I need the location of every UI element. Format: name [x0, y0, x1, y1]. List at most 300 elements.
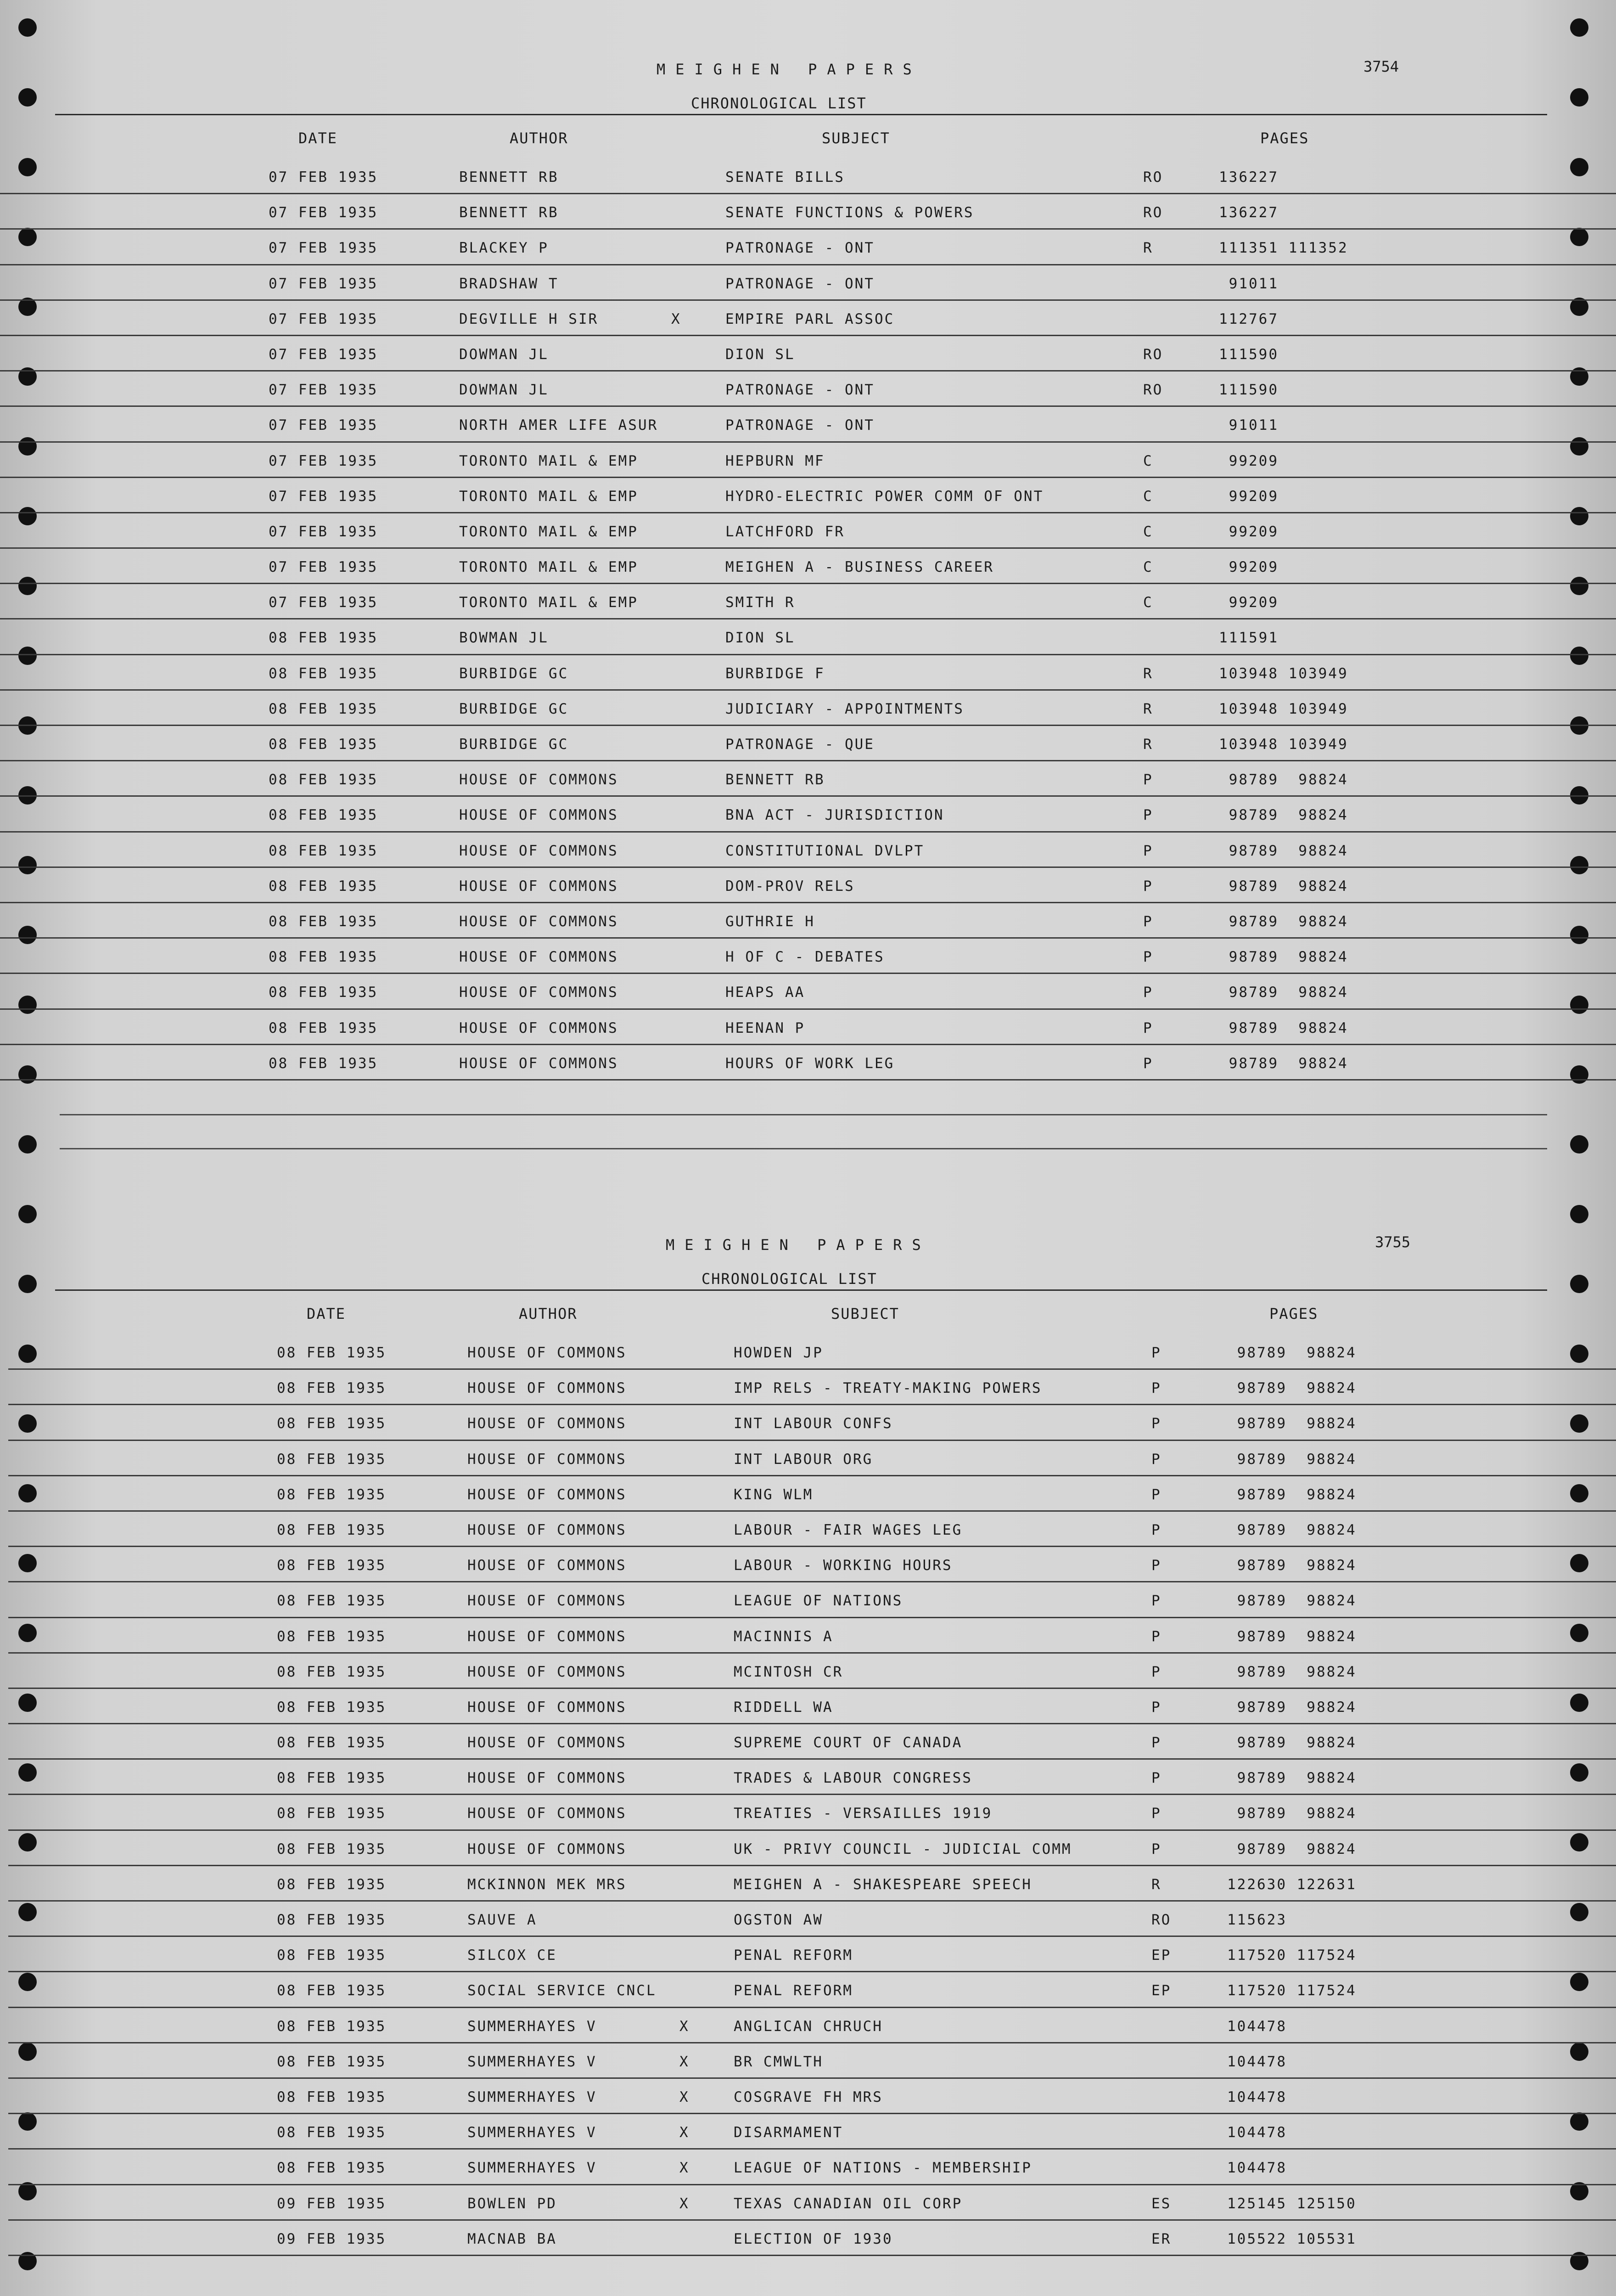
entry-date: 07 FEB 1935 [269, 488, 378, 505]
entry-author: HOUSE OF COMMONS [467, 1593, 627, 1609]
entry-author: HOUSE OF COMMONS [459, 1055, 618, 1072]
entry-pages: 98789 98824 [1227, 1380, 1357, 1397]
feed-hole [1570, 88, 1588, 107]
entry-subject: IMP RELS - TREATY-MAKING POWERS [734, 1380, 1042, 1397]
entry-author: HOUSE OF COMMONS [467, 1699, 627, 1716]
entry-date: 08 FEB 1935 [277, 1451, 387, 1468]
entry-subject: OGSTON AW [734, 1912, 823, 1928]
entry-date: 07 FEB 1935 [269, 559, 378, 576]
entry-subject: PATRONAGE - ONT [725, 382, 875, 399]
column-header-pages: PAGES [1269, 1305, 1319, 1322]
list-row [8, 2150, 1616, 2185]
entry-date: 08 FEB 1935 [277, 1734, 387, 1751]
entry-author: HOUSE OF COMMONS [467, 1770, 627, 1787]
entry-date: 07 FEB 1935 [269, 240, 378, 257]
entry-date: 08 FEB 1935 [269, 700, 378, 717]
entry-pages: 104478 [1227, 2124, 1287, 2141]
entry-subject: HYDRO-ELECTRIC POWER COMM OF ONT [725, 488, 1044, 505]
entry-subject: SENATE FUNCTIONS & POWERS [725, 204, 974, 221]
entry-date: 08 FEB 1935 [269, 1055, 378, 1072]
entry-pages: 99209 [1219, 559, 1279, 576]
entry-flag: X [679, 2053, 690, 2070]
entry-pages: 99209 [1219, 523, 1279, 540]
entry-author: HOUSE OF COMMONS [459, 1019, 618, 1036]
entry-flag: X [679, 2018, 690, 2035]
entry-pages: 111591 [1219, 630, 1279, 647]
entry-date: 08 FEB 1935 [277, 1663, 387, 1680]
list-row [8, 1795, 1616, 1830]
entry-author: HOUSE OF COMMONS [459, 807, 618, 824]
list-row [0, 336, 1616, 371]
entry-flag: X [671, 310, 681, 327]
entry-author: SOCIAL SERVICE CNCL [467, 1982, 656, 1999]
entry-date: 07 FEB 1935 [269, 169, 378, 186]
entry-author: BURBIDGE GC [459, 665, 569, 682]
entry-subject: TEXAS CANADIAN OIL CORP [734, 2195, 963, 2212]
entry-date: 08 FEB 1935 [277, 2160, 387, 2177]
entry-pages: 115623 [1227, 1912, 1287, 1928]
entry-date: 08 FEB 1935 [277, 1593, 387, 1609]
entry-pages: 98789 98824 [1227, 1593, 1357, 1609]
entry-pages: 98789 98824 [1227, 1521, 1357, 1538]
entry-author: HOUSE OF COMMONS [467, 1345, 627, 1361]
entry-date: 08 FEB 1935 [277, 1521, 387, 1538]
entry-author: HOUSE OF COMMONS [467, 1628, 627, 1645]
entry-date: 08 FEB 1935 [277, 1770, 387, 1787]
entry-date: 08 FEB 1935 [277, 1805, 387, 1822]
header-rule [55, 1289, 1547, 1291]
entry-pages: 98789 98824 [1227, 1663, 1357, 1680]
list-row [0, 194, 1616, 230]
list-row [8, 1370, 1616, 1405]
page-subtitle: CHRONOLOGICAL LIST [701, 1270, 877, 1288]
list-row [0, 513, 1616, 549]
entry-code: P [1143, 949, 1153, 966]
entry-author: SUMMERHAYES V [467, 2053, 597, 2070]
list-row [0, 761, 1616, 797]
feed-hole [1570, 18, 1588, 37]
list-row [8, 2008, 1616, 2043]
entry-subject: PATRONAGE - QUE [725, 736, 875, 753]
entry-subject: TREATIES - VERSAILLES 1919 [734, 1805, 993, 1822]
column-header-date: DATE [307, 1305, 346, 1322]
entry-pages: 104478 [1227, 2088, 1287, 2105]
column-header-author: AUTHOR [510, 129, 568, 147]
entry-date: 09 FEB 1935 [277, 2195, 387, 2212]
entry-date: 08 FEB 1935 [269, 665, 378, 682]
entry-subject: TRADES & LABOUR CONGRESS [734, 1770, 972, 1787]
list-row [0, 301, 1616, 336]
entry-author: HOUSE OF COMMONS [459, 878, 618, 895]
entry-pages: 98789 98824 [1219, 1055, 1348, 1072]
entry-date: 08 FEB 1935 [277, 1947, 387, 1964]
entry-subject: MEIGHEN A - SHAKESPEARE SPEECH [734, 1876, 1032, 1893]
entry-code: ER [1151, 2230, 1172, 2247]
entry-subject: PATRONAGE - ONT [725, 240, 875, 257]
chronological-list [0, 159, 1616, 1080]
entry-author: TORONTO MAIL & EMP [459, 452, 638, 469]
list-row [0, 443, 1616, 478]
entry-date: 08 FEB 1935 [277, 1557, 387, 1574]
entry-code: P [1143, 1055, 1153, 1072]
feed-hole [1570, 1135, 1588, 1154]
list-row [8, 2079, 1616, 2114]
entry-pages: 91011 [1219, 275, 1279, 292]
list-row [8, 1760, 1616, 1795]
entry-subject: PENAL REFORM [734, 1947, 853, 1964]
entry-date: 08 FEB 1935 [277, 2018, 387, 2035]
entry-pages: 111590 [1219, 382, 1279, 399]
entry-code: P [1151, 1663, 1162, 1680]
header-rule [55, 114, 1547, 115]
list-row [8, 2114, 1616, 2150]
list-row [0, 584, 1616, 619]
list-row [8, 1866, 1616, 1902]
feed-hole [18, 1135, 37, 1154]
chronological-list [8, 1334, 1616, 2256]
entry-subject: PATRONAGE - ONT [725, 275, 875, 292]
entry-subject: INT LABOUR ORG [734, 1451, 873, 1468]
page-subtitle: CHRONOLOGICAL LIST [691, 95, 867, 112]
entry-subject: MEIGHEN A - BUSINESS CAREER [725, 559, 994, 576]
entry-pages: 111351 111352 [1219, 240, 1348, 257]
entry-subject: HOWDEN JP [734, 1345, 823, 1361]
entry-subject: MCINTOSH CR [734, 1663, 843, 1680]
entry-author: BOWMAN JL [459, 630, 549, 647]
entry-subject: LABOUR - WORKING HOURS [734, 1557, 953, 1574]
entry-author: NORTH AMER LIFE ASUR [459, 417, 658, 434]
entry-code: P [1151, 1805, 1162, 1822]
entry-author: BURBIDGE GC [459, 736, 569, 753]
blank-rule [60, 1148, 1547, 1149]
entry-author: TORONTO MAIL & EMP [459, 594, 638, 611]
entry-subject: JUDICIARY - APPOINTMENTS [725, 700, 964, 717]
entry-date: 08 FEB 1935 [269, 878, 378, 895]
entry-flag: X [679, 2195, 690, 2212]
entry-author: SUMMERHAYES V [467, 2018, 597, 2035]
feed-hole [18, 18, 37, 37]
entry-code: R [1143, 736, 1153, 753]
entry-date: 07 FEB 1935 [269, 452, 378, 469]
entry-author: TORONTO MAIL & EMP [459, 523, 638, 540]
entry-code: P [1143, 807, 1153, 824]
entry-subject: HOURS OF WORK LEG [725, 1055, 895, 1072]
entry-subject: LABOUR - FAIR WAGES LEG [734, 1521, 963, 1538]
entry-author: HOUSE OF COMMONS [467, 1521, 627, 1538]
entry-flag: X [679, 2124, 690, 2141]
entry-subject: DOM-PROV RELS [725, 878, 855, 895]
entry-date: 07 FEB 1935 [269, 310, 378, 327]
entry-pages: 98789 98824 [1219, 771, 1348, 788]
entry-code: P [1151, 1345, 1162, 1361]
entry-code: C [1143, 559, 1153, 576]
entry-pages: 136227 [1219, 204, 1279, 221]
entry-subject: MACINNIS A [734, 1628, 833, 1645]
entry-pages: 99209 [1219, 594, 1279, 611]
entry-subject: LEAGUE OF NATIONS - MEMBERSHIP [734, 2160, 1032, 2177]
entry-pages: 112767 [1219, 310, 1279, 327]
feed-hole [18, 1275, 37, 1293]
entry-date: 08 FEB 1935 [277, 1486, 387, 1503]
entry-pages: 98789 98824 [1219, 949, 1348, 966]
list-row [0, 230, 1616, 265]
list-row [8, 1654, 1616, 1689]
entry-subject: HEPBURN MF [725, 452, 825, 469]
entry-pages: 136227 [1219, 169, 1279, 186]
entry-date: 08 FEB 1935 [269, 984, 378, 1001]
entry-author: SAUVE A [467, 1912, 537, 1928]
list-row [8, 1689, 1616, 1724]
entry-pages: 98789 98824 [1227, 1734, 1357, 1751]
entry-author: HOUSE OF COMMONS [467, 1557, 627, 1574]
entry-author: SUMMERHAYES V [467, 2088, 597, 2105]
entry-code: R [1143, 240, 1153, 257]
entry-code: RO [1143, 346, 1163, 363]
page-number: 3755 [1375, 1233, 1411, 1251]
entry-author: HOUSE OF COMMONS [459, 771, 618, 788]
entry-subject: SUPREME COURT OF CANADA [734, 1734, 963, 1751]
entry-author: HOUSE OF COMMONS [459, 913, 618, 930]
entry-code: R [1143, 665, 1153, 682]
entry-subject: KING WLM [734, 1486, 814, 1503]
entry-subject: SENATE BILLS [725, 169, 845, 186]
entry-subject: ELECTION OF 1930 [734, 2230, 893, 2247]
entry-author: BLACKEY P [459, 240, 549, 257]
list-row [0, 833, 1616, 868]
entry-author: TORONTO MAIL & EMP [459, 488, 638, 505]
entry-date: 08 FEB 1935 [269, 842, 378, 859]
list-row [8, 1405, 1616, 1441]
entry-subject: H OF C - DEBATES [725, 949, 885, 966]
entry-date: 08 FEB 1935 [277, 1912, 387, 1928]
entry-code: P [1151, 1557, 1162, 1574]
list-row [0, 619, 1616, 655]
entry-code: P [1143, 984, 1153, 1001]
list-row [0, 1010, 1616, 1045]
entry-code: EP [1151, 1982, 1172, 1999]
entry-author: DOWMAN JL [459, 382, 549, 399]
entry-code: P [1151, 1734, 1162, 1751]
column-header-author: AUTHOR [519, 1305, 578, 1322]
entry-author: BURBIDGE GC [459, 700, 569, 717]
entry-author: TORONTO MAIL & EMP [459, 559, 638, 576]
entry-author: HOUSE OF COMMONS [467, 1734, 627, 1751]
entry-pages: 98789 98824 [1227, 1345, 1357, 1361]
entry-pages: 125145 125150 [1227, 2195, 1357, 2212]
entry-pages: 103948 103949 [1219, 665, 1348, 682]
entry-code: P [1143, 842, 1153, 859]
entry-subject: ANGLICAN CHRUCH [734, 2018, 883, 2035]
feed-hole [18, 1205, 37, 1223]
entry-date: 07 FEB 1935 [269, 275, 378, 292]
blank-rule [60, 1114, 1547, 1115]
list-row [0, 371, 1616, 407]
entry-pages: 117520 117524 [1227, 1947, 1357, 1964]
entry-author: BOWLEN PD [467, 2195, 557, 2212]
entry-author: SILCOX CE [467, 1947, 557, 1964]
list-row [8, 1972, 1616, 2008]
list-row [0, 939, 1616, 974]
entry-date: 07 FEB 1935 [269, 594, 378, 611]
entry-date: 07 FEB 1935 [269, 523, 378, 540]
list-row [0, 478, 1616, 513]
entry-code: EP [1151, 1947, 1172, 1964]
entry-subject: DION SL [725, 630, 795, 647]
entry-pages: 104478 [1227, 2053, 1287, 2070]
entry-flag: X [679, 2088, 690, 2105]
entry-code: P [1151, 1521, 1162, 1538]
entry-date: 08 FEB 1935 [277, 1982, 387, 1999]
entry-author: HOUSE OF COMMONS [459, 984, 618, 1001]
list-row [8, 1512, 1616, 1547]
entry-code: R [1143, 700, 1153, 717]
entry-subject: PENAL REFORM [734, 1982, 853, 1999]
entry-pages: 99209 [1219, 452, 1279, 469]
list-row [0, 549, 1616, 584]
entry-pages: 103948 103949 [1219, 736, 1348, 753]
list-row [8, 2185, 1616, 2221]
entry-date: 07 FEB 1935 [269, 382, 378, 399]
entry-code: P [1143, 913, 1153, 930]
entry-date: 08 FEB 1935 [269, 913, 378, 930]
list-row [8, 1724, 1616, 1760]
entry-date: 08 FEB 1935 [277, 2053, 387, 2070]
entry-subject: EMPIRE PARL ASSOC [725, 310, 895, 327]
entry-date: 08 FEB 1935 [277, 1380, 387, 1397]
page-title: MEIGHEN PAPERS [666, 1236, 931, 1254]
entry-date: 08 FEB 1935 [269, 736, 378, 753]
entry-pages: 98789 98824 [1227, 1557, 1357, 1574]
list-row [0, 974, 1616, 1009]
entry-author: HOUSE OF COMMONS [467, 1663, 627, 1680]
entry-pages: 98789 98824 [1227, 1415, 1357, 1432]
list-row [8, 1902, 1616, 1937]
column-header-date: DATE [298, 129, 338, 147]
entry-date: 08 FEB 1935 [277, 1415, 387, 1432]
entry-date: 08 FEB 1935 [269, 771, 378, 788]
entry-code: P [1151, 1840, 1162, 1857]
list-row [8, 1547, 1616, 1582]
entry-code: P [1151, 1699, 1162, 1716]
entry-subject: SMITH R [725, 594, 795, 611]
entry-author: HOUSE OF COMMONS [459, 949, 618, 966]
entry-author: HOUSE OF COMMONS [467, 1840, 627, 1857]
entry-subject: CONSTITUTIONAL DVLPT [725, 842, 925, 859]
entry-date: 08 FEB 1935 [269, 1019, 378, 1036]
entry-date: 07 FEB 1935 [269, 417, 378, 434]
entry-date: 07 FEB 1935 [269, 204, 378, 221]
list-row [8, 1582, 1616, 1618]
list-row [8, 1937, 1616, 1972]
entry-code: P [1143, 771, 1153, 788]
entry-pages: 98789 98824 [1219, 984, 1348, 1001]
list-row [0, 265, 1616, 301]
entry-code: P [1151, 1593, 1162, 1609]
entry-subject: LEAGUE OF NATIONS [734, 1593, 903, 1609]
entry-pages: 99209 [1219, 488, 1279, 505]
entry-date: 08 FEB 1935 [269, 807, 378, 824]
page-number: 3754 [1364, 58, 1399, 75]
entry-date: 07 FEB 1935 [269, 346, 378, 363]
entry-subject: INT LABOUR CONFS [734, 1415, 893, 1432]
entry-author: HOUSE OF COMMONS [459, 842, 618, 859]
entry-subject: BURBIDGE F [725, 665, 825, 682]
entry-author: HOUSE OF COMMONS [467, 1415, 627, 1432]
entry-flag: X [679, 2160, 690, 2177]
entry-author: HOUSE OF COMMONS [467, 1486, 627, 1503]
entry-pages: 98789 98824 [1227, 1805, 1357, 1822]
entry-code: C [1143, 488, 1153, 505]
entry-pages: 98789 98824 [1227, 1451, 1357, 1468]
entry-code: C [1143, 594, 1153, 611]
entry-subject: COSGRAVE FH MRS [734, 2088, 883, 2105]
entry-code: P [1151, 1770, 1162, 1787]
list-row [0, 1045, 1616, 1080]
entry-author: BENNETT RB [459, 204, 559, 221]
feed-hole [1570, 1275, 1588, 1293]
entry-code: RO [1143, 169, 1163, 186]
entry-date: 08 FEB 1935 [277, 2124, 387, 2141]
entry-code: RO [1151, 1912, 1172, 1928]
entry-pages: 104478 [1227, 2018, 1287, 2035]
entry-author: HOUSE OF COMMONS [467, 1380, 627, 1397]
entry-pages: 98789 98824 [1219, 913, 1348, 930]
list-row [0, 797, 1616, 832]
entry-subject: HEAPS AA [725, 984, 805, 1001]
entry-pages: 98789 98824 [1227, 1486, 1357, 1503]
column-header-subject: SUBJECT [831, 1305, 899, 1322]
entry-subject: UK - PRIVY COUNCIL - JUDICIAL COMM [734, 1840, 1072, 1857]
entry-pages: 98789 98824 [1227, 1699, 1357, 1716]
list-row [0, 726, 1616, 761]
entry-pages: 105522 105531 [1227, 2230, 1357, 2247]
entry-date: 08 FEB 1935 [269, 630, 378, 647]
entry-pages: 98789 98824 [1227, 1770, 1357, 1787]
entry-pages: 98789 98824 [1219, 842, 1348, 859]
list-row [8, 2043, 1616, 2079]
list-row [8, 1831, 1616, 1866]
list-row [0, 868, 1616, 903]
entry-subject: RIDDELL WA [734, 1699, 833, 1716]
column-header-pages: PAGES [1260, 129, 1309, 147]
entry-pages: 98789 98824 [1227, 1628, 1357, 1645]
entry-code: ES [1151, 2195, 1172, 2212]
entry-subject: DISARMAMENT [734, 2124, 843, 2141]
entry-pages: 98789 98824 [1219, 878, 1348, 895]
feed-hole [18, 88, 37, 107]
entry-date: 08 FEB 1935 [277, 1628, 387, 1645]
entry-pages: 98789 98824 [1219, 807, 1348, 824]
entry-subject: BR CMWLTH [734, 2053, 823, 2070]
entry-date: 08 FEB 1935 [277, 2088, 387, 2105]
entry-code: P [1143, 1019, 1153, 1036]
entry-subject: HEENAN P [725, 1019, 805, 1036]
entry-pages: 117520 117524 [1227, 1982, 1357, 1999]
entry-author: SUMMERHAYES V [467, 2124, 597, 2141]
entry-author: SUMMERHAYES V [467, 2160, 597, 2177]
entry-date: 08 FEB 1935 [277, 1699, 387, 1716]
entry-pages: 122630 122631 [1227, 1876, 1357, 1893]
entry-date: 08 FEB 1935 [277, 1345, 387, 1361]
entry-subject: BENNETT RB [725, 771, 825, 788]
entry-pages: 98789 98824 [1227, 1840, 1357, 1857]
list-row [0, 691, 1616, 726]
entry-code: C [1143, 523, 1153, 540]
entry-code: C [1143, 452, 1153, 469]
page-title: MEIGHEN PAPERS [656, 61, 922, 78]
entry-code: P [1151, 1415, 1162, 1432]
entry-code: RO [1143, 382, 1163, 399]
